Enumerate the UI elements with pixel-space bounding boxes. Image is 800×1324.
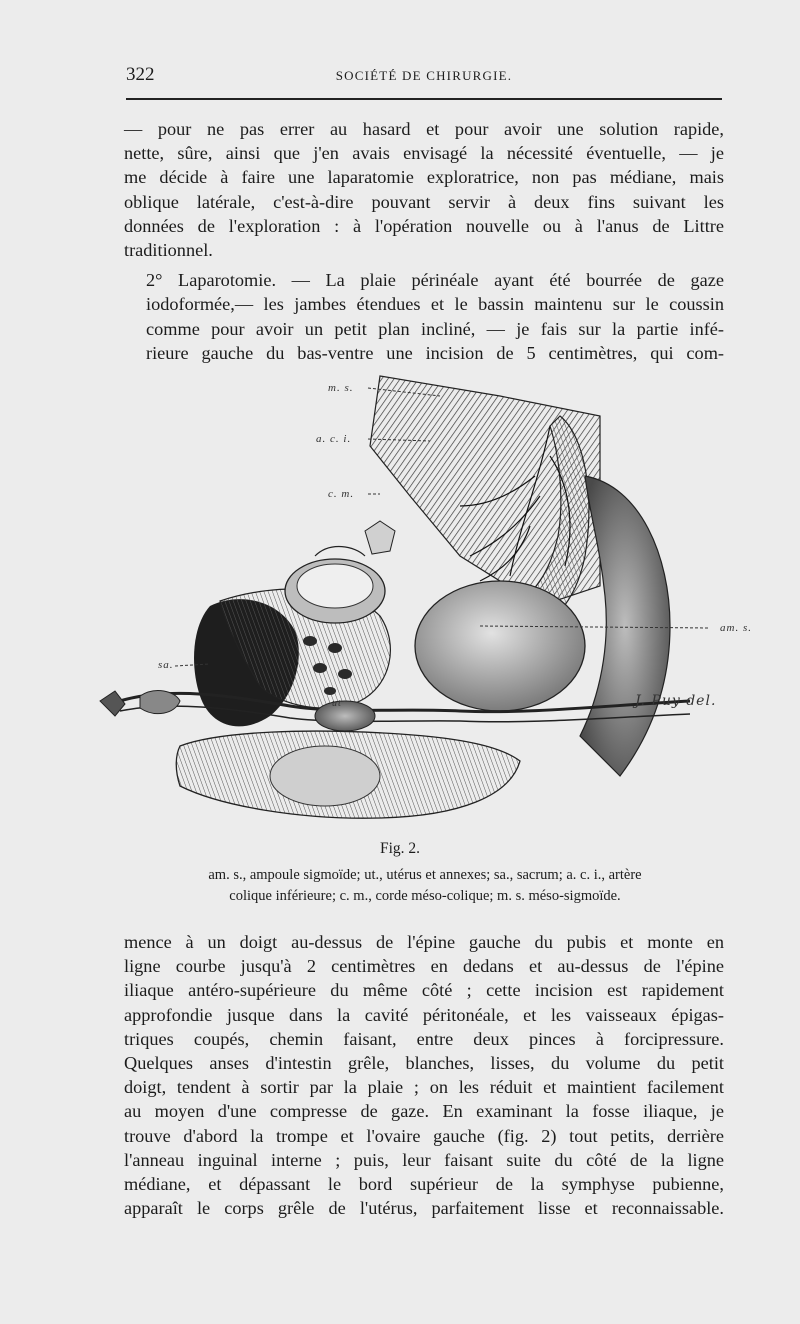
page-number: 322 <box>126 64 155 85</box>
text-line: l'anneau inguinal interne ; puis, leur faisant suite du côté de la ligne <box>124 1149 724 1170</box>
label-aci: a. c. i. <box>316 433 352 445</box>
figure-title: Fig. 2. <box>379 840 421 857</box>
anatomical-figure <box>80 356 760 826</box>
label-ms: m. s. <box>328 382 354 394</box>
text-line: comme pour avoir un petit plan incliné, — je fais sur la partie infé- <box>146 318 724 339</box>
text-line: triques coupés, chemin faisant, entre deux pinces à forcipressure. <box>124 1028 724 1049</box>
label-ut: ut <box>332 698 342 709</box>
text-line: ligne courbe jusqu'à 2 centimètres en dedans et au-dessus de l'épine <box>124 956 724 977</box>
text-line: Quelques anses d'intestin grêle, blanches, lisses, du volume du petit <box>124 1053 724 1074</box>
text-line: oblique latérale, c'est-à-dire pouvant servir à deux fins suivant les <box>124 191 724 212</box>
text-line: trouve d'abord la trompe et l'ovaire gauche (fig. 2) tout petits, derrière <box>124 1125 724 1146</box>
text-line: médiane, et dépassant le bord supérieur de la symphyse pubienne, <box>124 1174 724 1195</box>
page-header <box>126 62 722 88</box>
text-line: au moyen d'une compresse de gaze. En examinant la fosse iliaque, je <box>124 1101 724 1122</box>
figure-caption <box>130 865 720 907</box>
text-line: approfondie jusque dans la cavité péritonéale, et les vaisseaux épigas- <box>124 1004 724 1025</box>
text-line: nette, sûre, ainsi que j'en avais envisagé la nécessité éventuelle, — je <box>124 143 724 164</box>
text-line: me décide à faire une laparatomie exploratrice, non pas médiane, mais <box>124 167 724 188</box>
artist-signature: J. Puy del. <box>635 693 717 709</box>
text-line: iliaque antéro-supérieure du même côté ; cette incision est rapidement <box>124 980 724 1001</box>
text-line: traditionnel. <box>124 240 213 261</box>
caption-line: colique inférieure; c. m., corde méso-colique; m. s. méso-sigmoïde. <box>229 888 621 904</box>
text-line: — pour ne pas errer au hasard et pour avoir une solution rapide, <box>124 119 724 139</box>
text-block-top <box>124 117 724 365</box>
caption-line: am. s., ampoule sigmoïde; ut., utérus et annexes; sa., sacrum; a. c. i., artère <box>208 867 642 883</box>
paragraph-1 <box>124 117 724 262</box>
text-line: iodoformée,— les jambes étendues et le bassin maintenu sur le coussin <box>146 294 724 315</box>
label-cm: c. m. <box>328 488 355 500</box>
text-line: 2° Laparotomie. — La plaie périnéale ayant été bourrée de gaze <box>146 270 724 291</box>
anatomy-illustration <box>80 356 760 826</box>
header-rule <box>126 98 722 100</box>
paragraph-2 <box>124 268 724 365</box>
text-block-bottom <box>124 930 724 1220</box>
text-line: apparaît le corps grêle de l'utérus, parfaitement lisse et reconnaissable. <box>124 1198 724 1219</box>
label-ams: am. s. <box>720 622 752 634</box>
paragraph-3 <box>124 930 724 1220</box>
text-line: mence à un doigt au-dessus de l'épine gauche du pubis et monte en <box>124 932 724 952</box>
text-line: doigt, tendent à sortir par la plaie ; on les réduit et maintient facilement <box>124 1077 724 1098</box>
running-head: SOCIÉTÉ DE CHIRURGIE. <box>335 68 513 83</box>
text-line: rieure gauche du bas-ventre une incision de 5 centimètres, qui com- <box>146 342 724 363</box>
label-sa: sa. <box>158 659 174 671</box>
text-line: données de l'exploration : à l'opération nouvelle ou à l'anus de Littre <box>124 215 724 236</box>
